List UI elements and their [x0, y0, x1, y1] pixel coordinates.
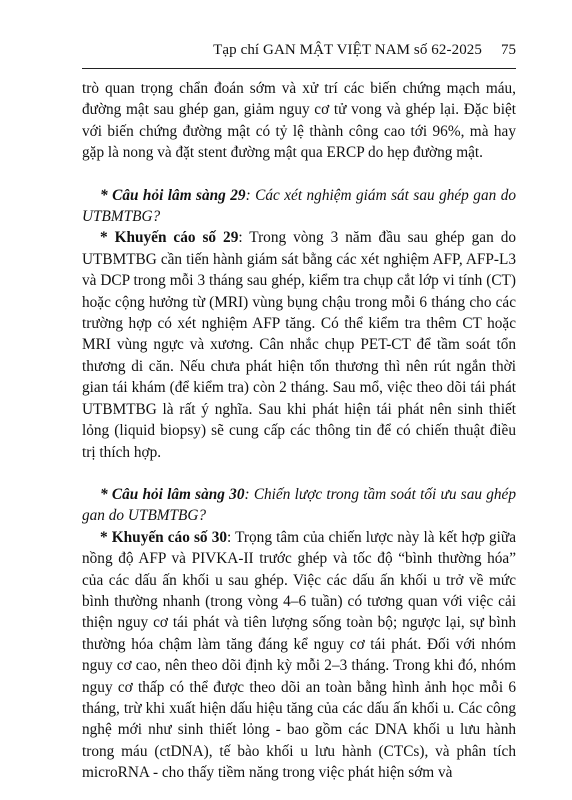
question-29-text: : Các xét nghiệm giám sát sau ghép gan do UTBMTBG?: [82, 186, 516, 226]
question-30-label: * Câu hỏi lâm sàng 30: [100, 485, 245, 503]
question-29: [82, 185, 516, 228]
question-30-text: : Chiến lược trong tầm soát tối ưu sau ghép gan do UTBMTBG?: [82, 485, 516, 525]
question-29-label: * Câu hỏi lâm sàng 29: [100, 186, 246, 204]
page-number: 75: [501, 42, 516, 58]
header-rule: [82, 68, 516, 69]
recommendation-30-label: * Khuyến cáo số 30: [100, 528, 228, 546]
journal-title: Tạp chí GAN MẬT VIỆT NAM số 62-2025: [213, 42, 482, 58]
recommendation-29: [82, 227, 516, 462]
continuation-paragraph: trò quan trọng chẩn đoán sớm và xử trí các biến chứng mạch máu, đường mật sau ghép gan, giảm nguy cơ tử vong và ghép lại. Đặc biệt với biến chứng đường mật có tỷ lệ thành công cao tới 96%, mà hay gặp là nong và đặt stent đường mật qua ERCP do hẹp đường mật.: [82, 80, 516, 162]
question-30: [82, 484, 516, 527]
recommendation-30: [82, 527, 516, 784]
running-header: [82, 40, 516, 62]
recommendation-29-label: * Khuyến cáo số 29: [100, 229, 239, 247]
recommendation-29-text: : Trong vòng 3 năm đầu sau ghép gan do UTBMTBG cần tiến hành giám sát bằng các xét nghiệm AFP, AFP-L3 và DCP trong mỗi 3 tháng sau ghép, kiểm tra chụp cắt lớp vi tính (CT) hoặc cộng hưởng từ (MRI) vùng bụng chậu trong mỗi 6 tháng cho các trường hợp có xét nghiệm AFP tăng. Có thể kiểm tra thêm CT hoặc MRI vùng ngực và xương. Cân nhắc chụp PET-CT để tầm soát tổn thương di căn. Nếu chưa phát hiện tổn thương thì nên rút ngắn thời gian tái khám (để kiểm tra) còn 2 tháng. Sau mổ, việc theo dõi tái phát UTBMTBG là rất ý nghĩa. Sau khi phát hiện tái phát nên sinh thiết lỏng (liquid biopsy) sẽ cung cấp các thông tin để có chiến thuật điều trị thích hợp.: [82, 229, 516, 461]
paragraph-gap: [82, 463, 516, 484]
paragraph-gap: [82, 164, 516, 185]
recommendation-30-text: : Trọng tâm của chiến lược này là kết hợp giữa nồng độ AFP và PIVKA-II trước ghép và tốc độ “bình thường hóa” của các dấu ấn khối u sau ghép. Việc các dấu ấn khối u trở về mức bình thường nhanh (trong vòng 4–6 tuần) có tương quan với việc cải thiện nguy cơ tái phát và tiên lượng sống toàn bộ; ngược lại, sự bình thường hóa chậm làm tăng đáng kể nguy cơ tái phát. Đối với nhóm nguy cơ cao, nên theo dõi định kỳ mỗi 2–3 tháng. Trong khi đó, nhóm nguy cơ thấp có thể được theo dõi an toàn bằng hình ảnh học mỗi 6 tháng, trừ khi xuất hiện dấu hiệu tăng của các dấu ấn khối u. Các công nghệ mới như sinh thiết lỏng - bao gồm các DNA khối u lưu hành trong máu (ctDNA), tế bào khối u lưu hành (CTCs), và phân tích microRNA - cho thấy tiềm năng trong việc phát hiện sớm và: [82, 528, 517, 782]
body-text: [82, 78, 516, 784]
